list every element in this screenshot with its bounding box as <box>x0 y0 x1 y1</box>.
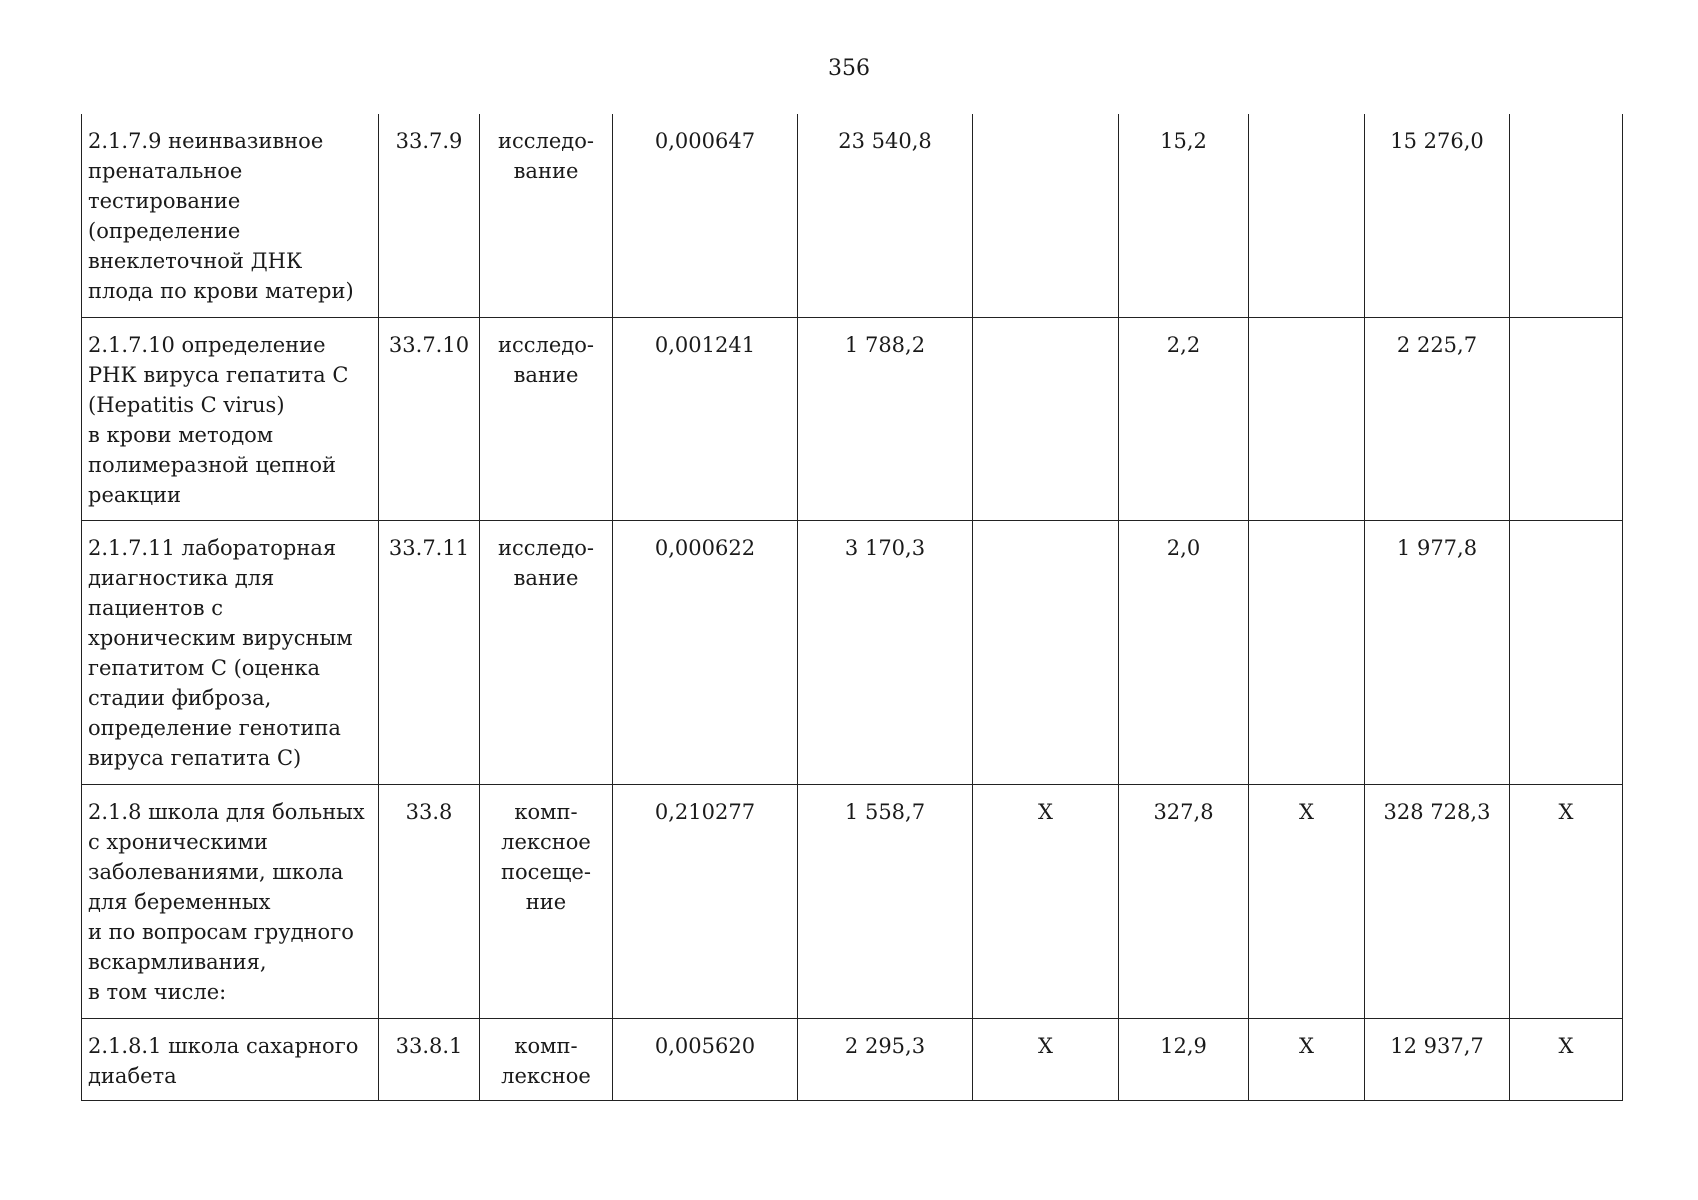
row-code: 33.7.9 <box>379 114 480 317</box>
table-row <box>82 317 1623 520</box>
row-norm: 0,005620 <box>613 1018 798 1100</box>
tariff-table <box>81 114 1623 1101</box>
row-col10: Х <box>1510 784 1623 1018</box>
row-code: 33.8 <box>379 784 480 1018</box>
row-col9: 328 728,3 <box>1365 784 1510 1018</box>
row-col6 <box>973 317 1119 520</box>
page-number: 356 <box>828 56 870 81</box>
row-norm: 0,000647 <box>613 114 798 317</box>
row-norm: 0,001241 <box>613 317 798 520</box>
row-col9: 15 276,0 <box>1365 114 1510 317</box>
row-col10 <box>1510 317 1623 520</box>
row-col7: 327,8 <box>1119 784 1249 1018</box>
row-name: 2.1.7.11 лабораторная диагностика для пациентов с хроническим вирусным гепатитом С (оценка стадии фиброза, определение генотипа вируса гепатита С) <box>82 520 379 784</box>
row-unit: исследо- вание <box>480 317 613 520</box>
row-col10: Х <box>1510 1018 1623 1100</box>
table-row <box>82 114 1623 317</box>
row-unit: комп- лексное <box>480 1018 613 1100</box>
row-name: 2.1.8.1 школа сахарного диабета <box>82 1018 379 1100</box>
row-unit: комп- лексное посеще- ние <box>480 784 613 1018</box>
row-cost: 1 788,2 <box>798 317 973 520</box>
row-norm: 0,000622 <box>613 520 798 784</box>
row-col9: 12 937,7 <box>1365 1018 1510 1100</box>
row-col8: Х <box>1249 784 1365 1018</box>
table-row <box>82 1018 1623 1100</box>
row-cost: 1 558,7 <box>798 784 973 1018</box>
row-col8: Х <box>1249 1018 1365 1100</box>
row-col10 <box>1510 114 1623 317</box>
row-name: 2.1.7.10 определение РНК вируса гепатита С (Hepatitis C virus) в крови методом полимеразной цепной реакции <box>82 317 379 520</box>
row-unit: исследо- вание <box>480 520 613 784</box>
row-col7: 12,9 <box>1119 1018 1249 1100</box>
row-col7: 15,2 <box>1119 114 1249 317</box>
row-col6: Х <box>973 784 1119 1018</box>
row-cost: 3 170,3 <box>798 520 973 784</box>
row-col7: 2,2 <box>1119 317 1249 520</box>
row-col6 <box>973 520 1119 784</box>
row-col8 <box>1249 114 1365 317</box>
table-row <box>82 520 1623 784</box>
row-col8 <box>1249 520 1365 784</box>
row-code: 33.8.1 <box>379 1018 480 1100</box>
row-col8 <box>1249 317 1365 520</box>
row-col6: Х <box>973 1018 1119 1100</box>
row-cost: 23 540,8 <box>798 114 973 317</box>
row-name: 2.1.8 школа для больных с хроническими заболеваниями, школа для беременных и по вопросам грудного вскармливания, в том числе: <box>82 784 379 1018</box>
row-cost: 2 295,3 <box>798 1018 973 1100</box>
row-norm: 0,210277 <box>613 784 798 1018</box>
row-unit: исследо- вание <box>480 114 613 317</box>
row-name: 2.1.7.9 неинвазивное пренатальное тестирование (определение внеклеточной ДНК плода по крови матери) <box>82 114 379 317</box>
row-code: 33.7.11 <box>379 520 480 784</box>
row-col9: 1 977,8 <box>1365 520 1510 784</box>
row-col9: 2 225,7 <box>1365 317 1510 520</box>
row-col7: 2,0 <box>1119 520 1249 784</box>
row-col10 <box>1510 520 1623 784</box>
table-row <box>82 784 1623 1018</box>
row-col6 <box>973 114 1119 317</box>
row-code: 33.7.10 <box>379 317 480 520</box>
